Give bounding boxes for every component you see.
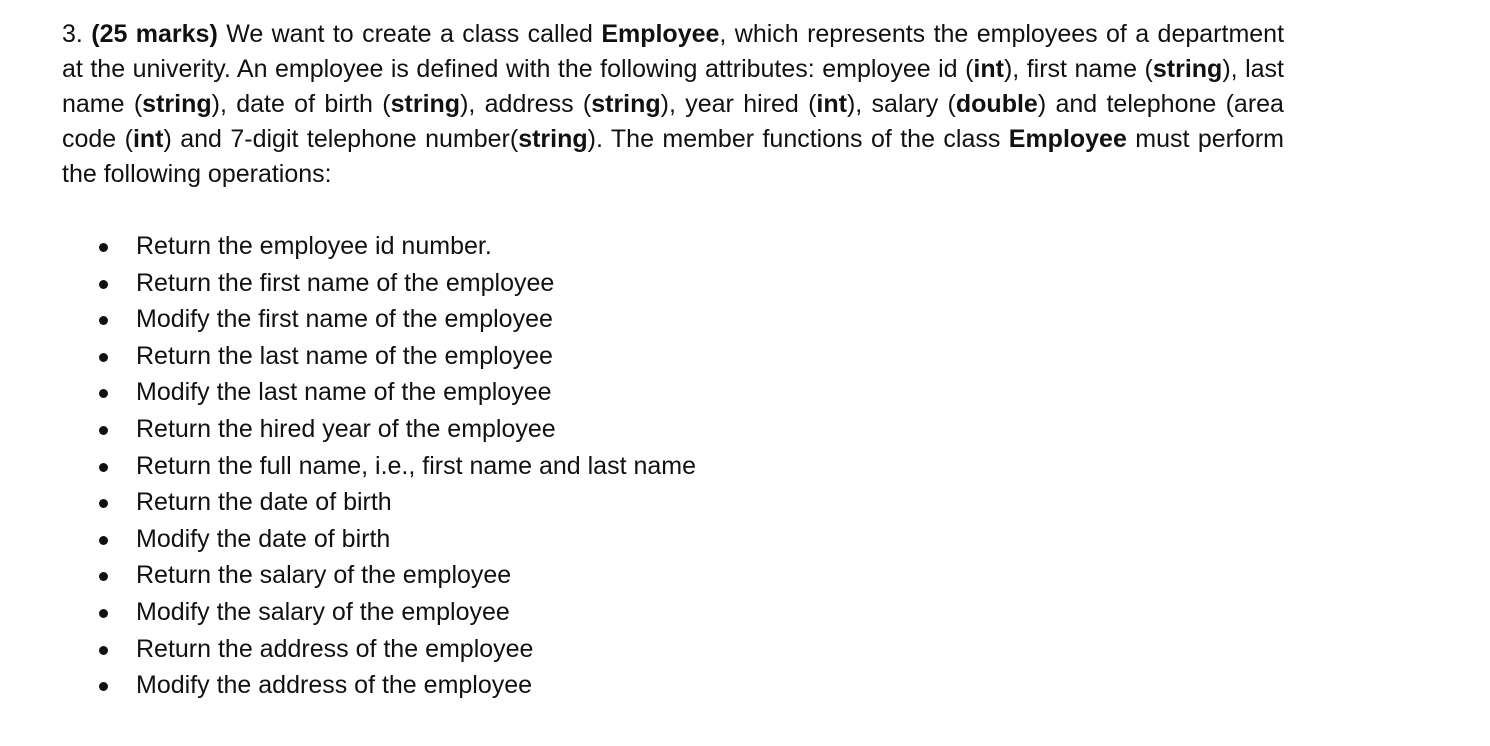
question-text: ), date of birth ( <box>211 90 391 118</box>
list-item <box>62 448 1284 485</box>
list-item <box>62 594 1284 631</box>
operation-text: Return the full name, i.e., first name and last name <box>136 451 696 480</box>
type-keyword: int <box>132 125 164 153</box>
type-keyword: int <box>973 55 1004 83</box>
list-item <box>62 484 1284 521</box>
question-number: 3. <box>62 20 83 48</box>
bullet-icon <box>99 499 108 508</box>
question-text: ) and telephone (area code ( <box>62 90 1284 153</box>
list-item <box>62 557 1284 594</box>
type-keyword: string <box>390 90 461 118</box>
operation-text: Modify the salary of the employee <box>136 597 510 626</box>
type-keyword: int <box>816 90 847 118</box>
operations-list <box>62 228 1284 704</box>
type-keyword: string <box>142 90 212 118</box>
operation-text: Modify the first name of the employee <box>136 305 553 334</box>
operation-text: Return the employee id number. <box>136 232 492 260</box>
bullet-icon <box>99 646 108 655</box>
class-name: Employee <box>1008 125 1127 153</box>
list-item <box>62 631 1284 668</box>
bullet-icon <box>99 280 108 289</box>
list-item <box>62 667 1284 704</box>
list-item <box>62 411 1284 448</box>
list-item <box>62 338 1284 375</box>
type-keyword: string <box>591 90 661 118</box>
question-marks: (25 marks) <box>91 20 218 48</box>
question-text: ). The member functions of the class <box>587 125 1009 153</box>
document-page <box>62 17 1284 704</box>
bullet-icon <box>99 463 108 472</box>
bullet-icon <box>99 426 108 435</box>
type-keyword: double <box>955 90 1038 118</box>
list-item <box>62 374 1284 411</box>
bullet-icon <box>99 572 108 581</box>
type-keyword: string <box>1152 55 1223 83</box>
question-text: , which represents the employees of a department at the univerity. An employee is defined with the following attributes: employee id ( <box>62 20 1285 83</box>
bullet-icon <box>99 353 108 362</box>
question-text: ), first name ( <box>1003 55 1153 83</box>
question-text: We want to create a class called <box>217 20 602 48</box>
bullet-icon <box>99 243 108 252</box>
list-item <box>62 521 1284 558</box>
question-text: ), salary ( <box>846 90 956 118</box>
operation-text: Return the first name of the employee <box>136 268 555 297</box>
question-text: must perform the following operations: <box>62 125 1285 188</box>
list-item <box>62 301 1284 338</box>
question-text: ), year hired ( <box>660 90 817 118</box>
bullet-icon <box>99 316 108 325</box>
class-name: Employee <box>601 20 720 48</box>
type-keyword: string <box>518 125 588 153</box>
operation-text: Return the hired year of the employee <box>136 414 556 443</box>
question-text: ), last name ( <box>62 55 1284 118</box>
operation-text: Modify the address of the employee <box>136 671 533 700</box>
operation-text: Return the last name of the employee <box>136 341 553 370</box>
bullet-icon <box>99 682 108 691</box>
operation-text: Return the salary of the employee <box>136 561 512 590</box>
operation-text: Return the address of the employee <box>136 634 534 663</box>
list-item <box>62 228 1284 265</box>
question-paragraph <box>62 17 1284 192</box>
bullet-icon <box>99 609 108 618</box>
operation-text: Return the date of birth <box>136 488 392 517</box>
question-text: ), address ( <box>460 90 592 118</box>
bullet-icon <box>99 536 108 545</box>
bullet-icon <box>99 389 108 398</box>
operation-text: Modify the date of birth <box>136 524 391 553</box>
question-text: ) and 7-digit telephone number( <box>163 125 519 153</box>
operation-text: Modify the last name of the employee <box>136 378 552 407</box>
list-item <box>62 265 1284 302</box>
